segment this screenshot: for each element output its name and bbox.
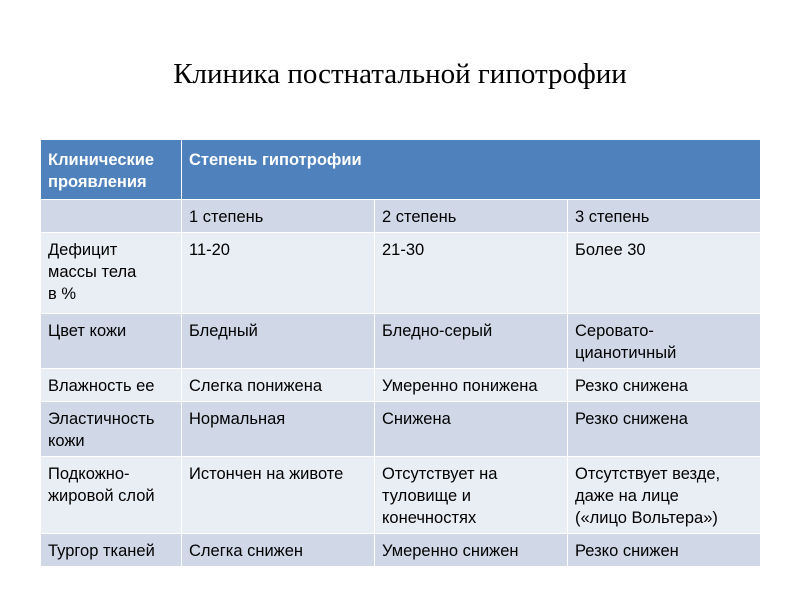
- table-row: [41, 457, 761, 534]
- row-label: Цвет кожи: [41, 314, 182, 369]
- subheader-cell-empty: [41, 200, 182, 233]
- row-label: Подкожно- жировой слой: [41, 457, 182, 534]
- subheader-row: [41, 200, 761, 233]
- row-label: Эластичность кожи: [41, 402, 182, 457]
- hypotrophy-table: [40, 139, 761, 567]
- table-cell: Резко снижена: [568, 402, 761, 457]
- table-row: [41, 233, 761, 314]
- header-degree: Степень гипотрофии: [182, 140, 761, 200]
- table-cell: Истончен на животе: [182, 457, 375, 534]
- table-cell: Снижена: [375, 402, 568, 457]
- table-cell: Резко снижен: [568, 534, 761, 567]
- subheader-degree-3: 3 степень: [568, 200, 761, 233]
- subheader-degree-2: 2 степень: [375, 200, 568, 233]
- header-clinical-manifestations: Клинические проявления: [41, 140, 182, 200]
- table-row: [41, 402, 761, 457]
- table-cell: Слегка снижен: [182, 534, 375, 567]
- table-cell: 11-20: [182, 233, 375, 314]
- table-row: [41, 534, 761, 567]
- table-cell: Бледно-серый: [375, 314, 568, 369]
- row-label: Влажность ее: [41, 369, 182, 402]
- subheader-degree-1: 1 степень: [182, 200, 375, 233]
- table-cell: 21-30: [375, 233, 568, 314]
- table-cell: Умеренно снижен: [375, 534, 568, 567]
- table-cell: Слегка понижена: [182, 369, 375, 402]
- row-label: Тургор тканей: [41, 534, 182, 567]
- slide-title: Клиника постнатальной гипотрофии: [173, 58, 627, 90]
- table-cell: Отсутствует везде, даже на лице («лицо Вольтера»): [568, 457, 761, 534]
- row-label: Дефицит массы тела в %: [41, 233, 182, 314]
- table-cell: Резко снижена: [568, 369, 761, 402]
- table-cell: Умеренно понижена: [375, 369, 568, 402]
- table-cell: Серовато- цианотичный: [568, 314, 761, 369]
- table-row: [41, 369, 761, 402]
- table-cell: Бледный: [182, 314, 375, 369]
- table-row: [41, 314, 761, 369]
- table-cell: Более 30: [568, 233, 761, 314]
- table-cell: Нормальная: [182, 402, 375, 457]
- table-header-row: [41, 140, 761, 200]
- table-cell: Отсутствует на туловище и конечностях: [375, 457, 568, 534]
